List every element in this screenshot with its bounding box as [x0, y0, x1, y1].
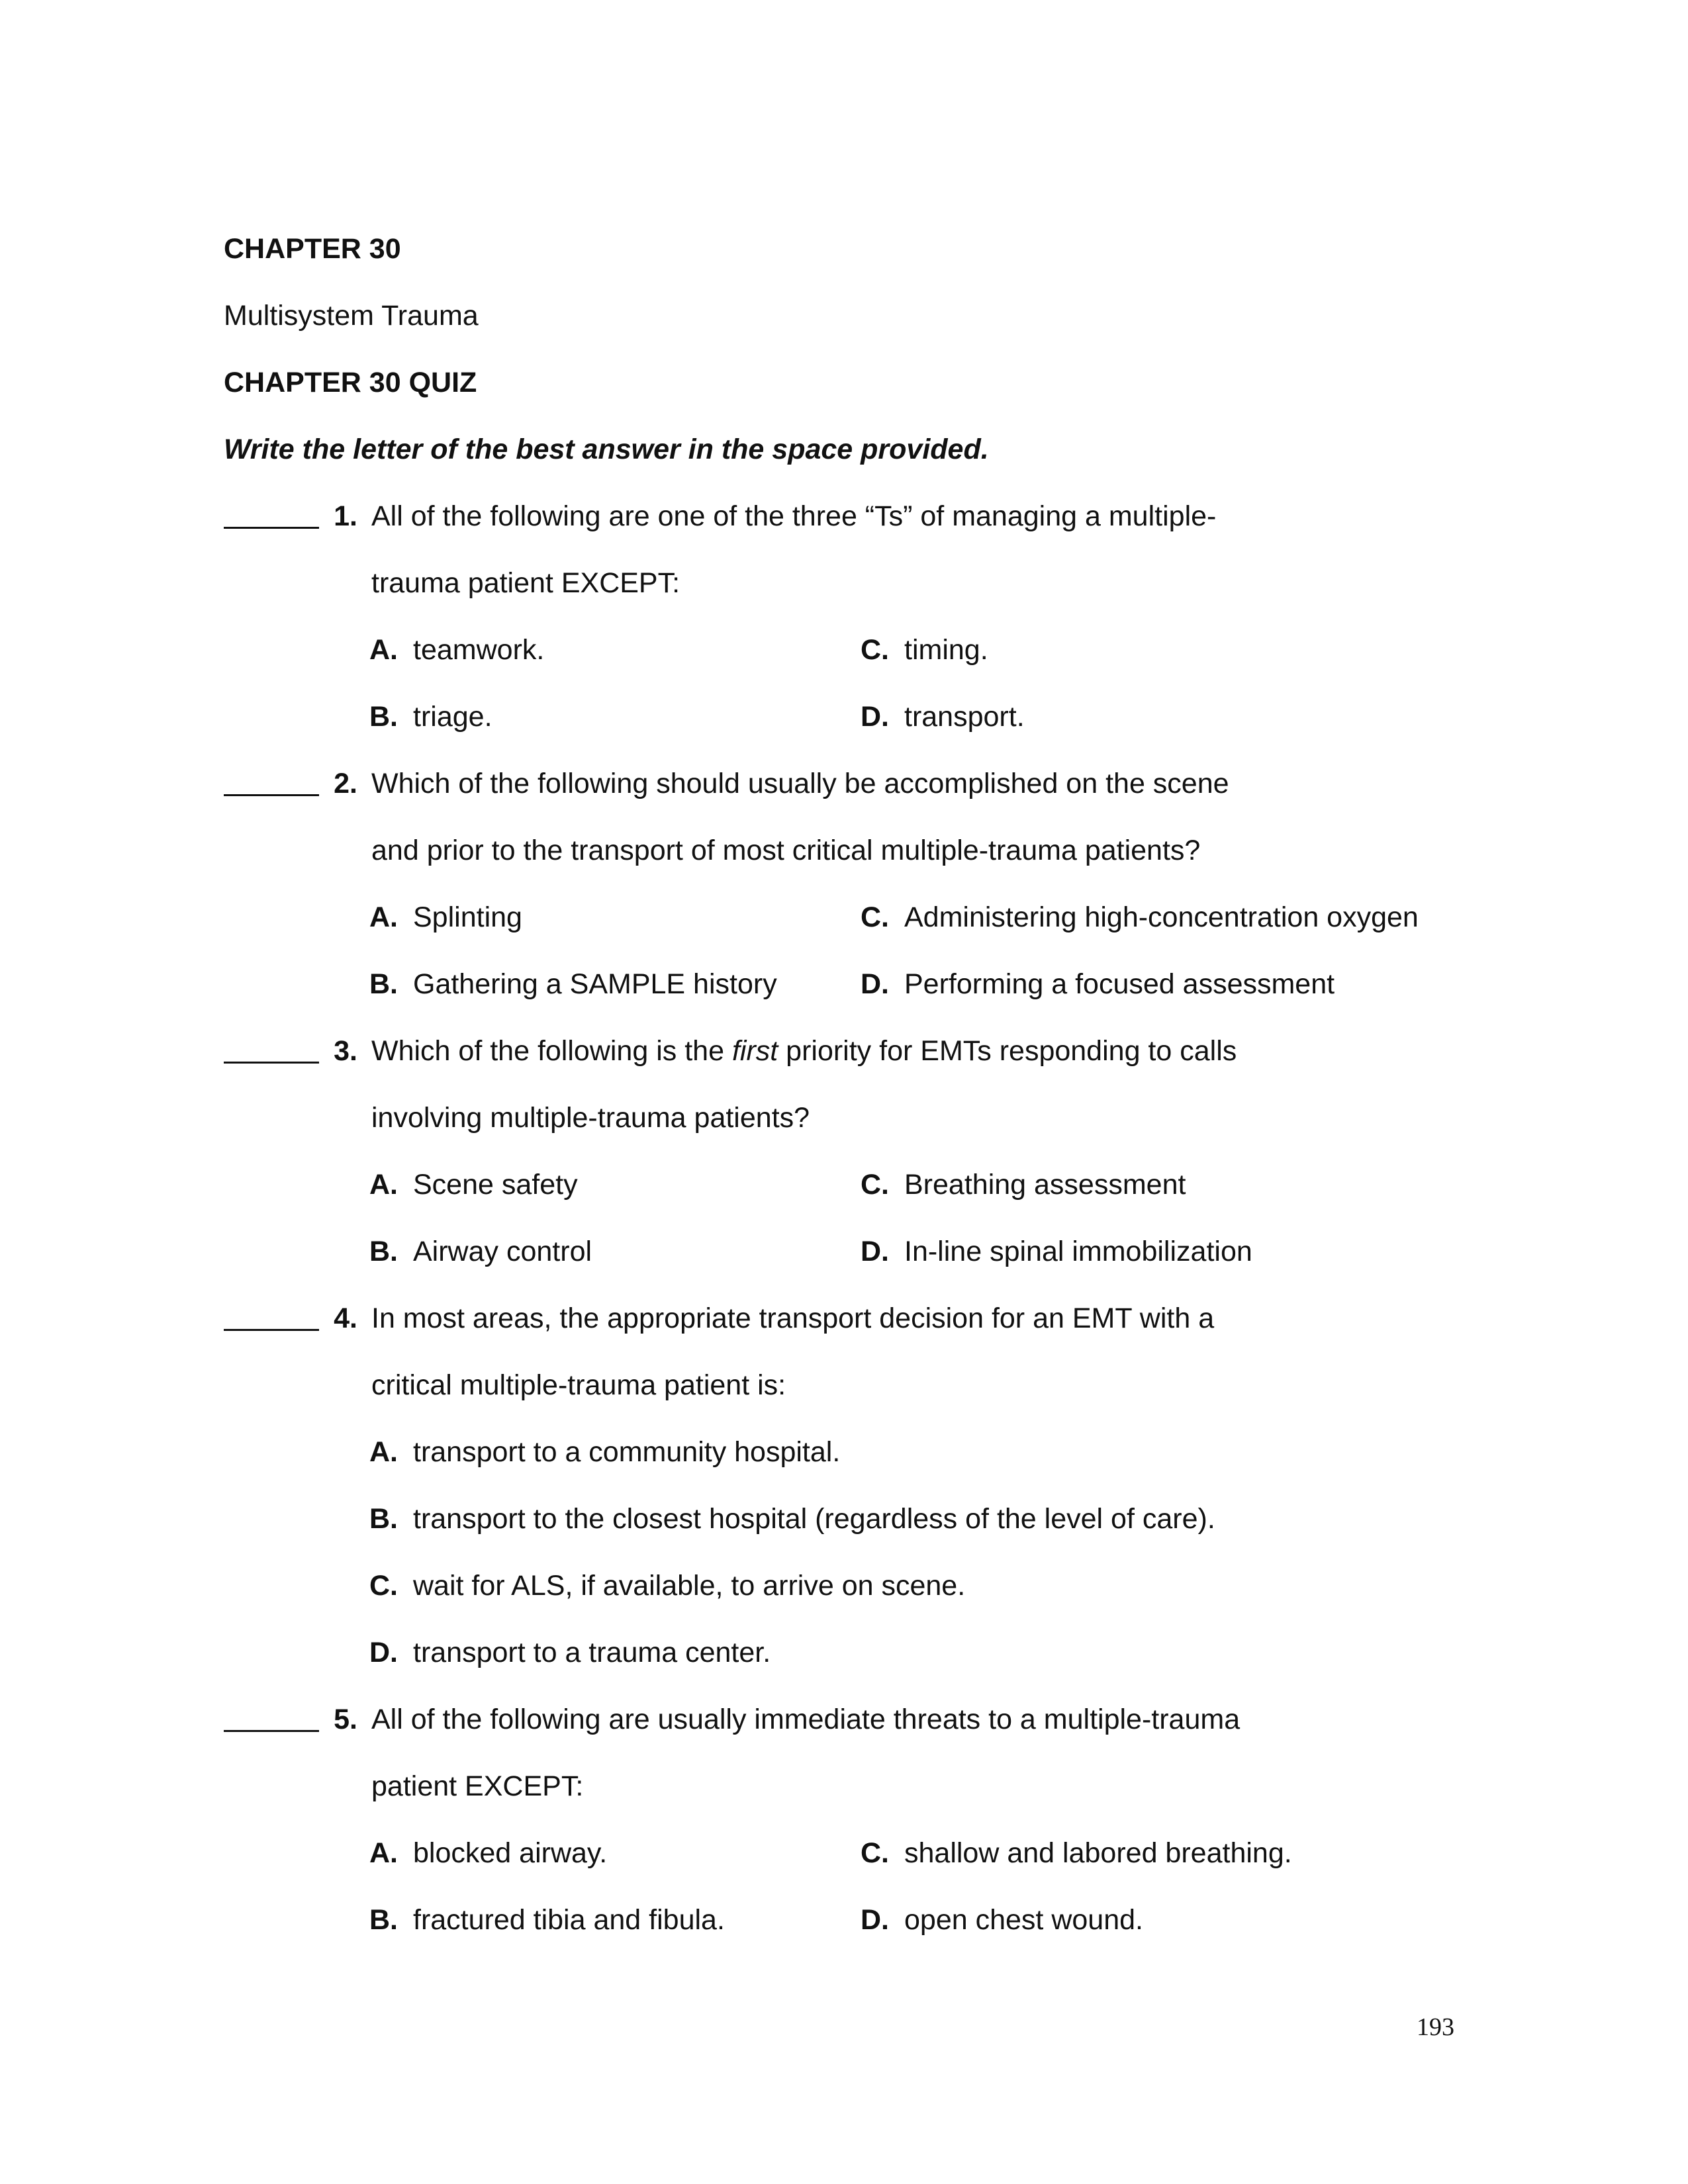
option-text: fractured tibia and fibula. [413, 1904, 725, 1936]
question-text [371, 1034, 1237, 1068]
question-text-emphasis: first [731, 1035, 778, 1067]
option-letter: B. [369, 1503, 398, 1535]
option-b [369, 967, 777, 1001]
option-text: teamwork. [413, 634, 545, 666]
option-letter: C. [861, 634, 889, 666]
option-text: transport to the closest hospital (regardless of the level of care). [413, 1503, 1215, 1535]
option-letter: C. [369, 1570, 398, 1602]
answer-blank[interactable] [224, 1062, 319, 1064]
option-letter: D. [861, 1904, 889, 1936]
option-a [369, 900, 522, 934]
option-text: transport to a community hospital. [413, 1436, 841, 1468]
question-text: involving multiple-trauma patients? [371, 1102, 810, 1134]
option-text: Performing a focused assessment [904, 968, 1335, 1000]
option-b [369, 1234, 592, 1269]
question-text-post: priority for EMTs responding to calls [778, 1035, 1237, 1067]
question-number: 1. [334, 500, 357, 532]
option-text: Scene safety [413, 1169, 578, 1201]
option-text: open chest wound. [904, 1904, 1143, 1936]
option-b [369, 1903, 725, 1937]
option-d [861, 1903, 1143, 1937]
option-a [369, 1836, 607, 1870]
question-number: 3. [334, 1035, 357, 1067]
option-d [369, 1635, 771, 1670]
option-b [369, 1502, 1215, 1536]
chapter-title: Multisystem Trauma [224, 300, 479, 332]
question-text: critical multiple-trauma patient is: [371, 1369, 786, 1401]
question-number: 4. [334, 1302, 357, 1334]
question-number: 2. [334, 768, 357, 799]
option-letter: D. [861, 968, 889, 1000]
option-letter: B. [369, 701, 398, 733]
option-text: Airway control [413, 1236, 592, 1267]
option-letter: C. [861, 1837, 889, 1869]
option-c [861, 900, 1419, 934]
question-text-pre: Which of the following is the [371, 1035, 732, 1067]
option-text: Splinting [413, 901, 522, 933]
option-text: wait for ALS, if available, to arrive on scene. [413, 1570, 966, 1602]
question-text: In most areas, the appropriate transport decision for an EMT with a [371, 1302, 1215, 1334]
option-c [861, 1167, 1186, 1202]
option-letter: A. [369, 1169, 398, 1201]
option-a [369, 1435, 840, 1469]
option-text: transport. [904, 701, 1025, 733]
quiz-heading: CHAPTER 30 QUIZ [224, 367, 477, 398]
option-c [861, 1836, 1292, 1870]
option-c [861, 633, 988, 667]
instructions: Write the letter of the best answer in the space provided. [224, 433, 989, 465]
option-letter: A. [369, 634, 398, 666]
option-letter: A. [369, 1436, 398, 1468]
option-letter: C. [861, 901, 889, 933]
option-d [861, 967, 1335, 1001]
answer-blank[interactable] [224, 1730, 319, 1732]
option-letter: B. [369, 968, 398, 1000]
option-letter: C. [861, 1169, 889, 1201]
question-text: patient EXCEPT: [371, 1770, 584, 1802]
option-a [369, 1167, 578, 1202]
question-number: 5. [334, 1704, 357, 1735]
question-text: All of the following are one of the three “Ts” of managing a multiple- [371, 500, 1217, 532]
answer-blank[interactable] [224, 794, 319, 796]
option-letter: D. [369, 1637, 398, 1668]
option-text: triage. [413, 701, 492, 733]
option-text: transport to a trauma center. [413, 1637, 771, 1668]
answer-blank[interactable] [224, 527, 319, 529]
answer-blank[interactable] [224, 1329, 319, 1331]
option-d [861, 1234, 1252, 1269]
option-text: Gathering a SAMPLE history [413, 968, 777, 1000]
option-text: In-line spinal immobilization [904, 1236, 1252, 1267]
question-text: All of the following are usually immediate threats to a multiple-trauma [371, 1704, 1241, 1735]
option-text: Administering high-concentration oxygen [904, 901, 1419, 933]
chapter-label: CHAPTER 30 [224, 233, 401, 265]
option-text: timing. [904, 634, 988, 666]
option-d [861, 700, 1025, 734]
option-b [369, 700, 492, 734]
option-text: Breathing assessment [904, 1169, 1186, 1201]
option-letter: B. [369, 1904, 398, 1936]
option-c [369, 1569, 965, 1603]
option-a [369, 633, 544, 667]
option-letter: D. [861, 701, 889, 733]
option-letter: A. [369, 901, 398, 933]
question-text: trauma patient EXCEPT: [371, 567, 680, 599]
option-letter: A. [369, 1837, 398, 1869]
page-number: 193 [1417, 2013, 1454, 2041]
option-text: blocked airway. [413, 1837, 608, 1869]
question-text: and prior to the transport of most critical multiple-trauma patients? [371, 835, 1201, 866]
option-letter: B. [369, 1236, 398, 1267]
question-text: Which of the following should usually be accomplished on the scene [371, 768, 1229, 799]
option-text: shallow and labored breathing. [904, 1837, 1292, 1869]
option-letter: D. [861, 1236, 889, 1267]
